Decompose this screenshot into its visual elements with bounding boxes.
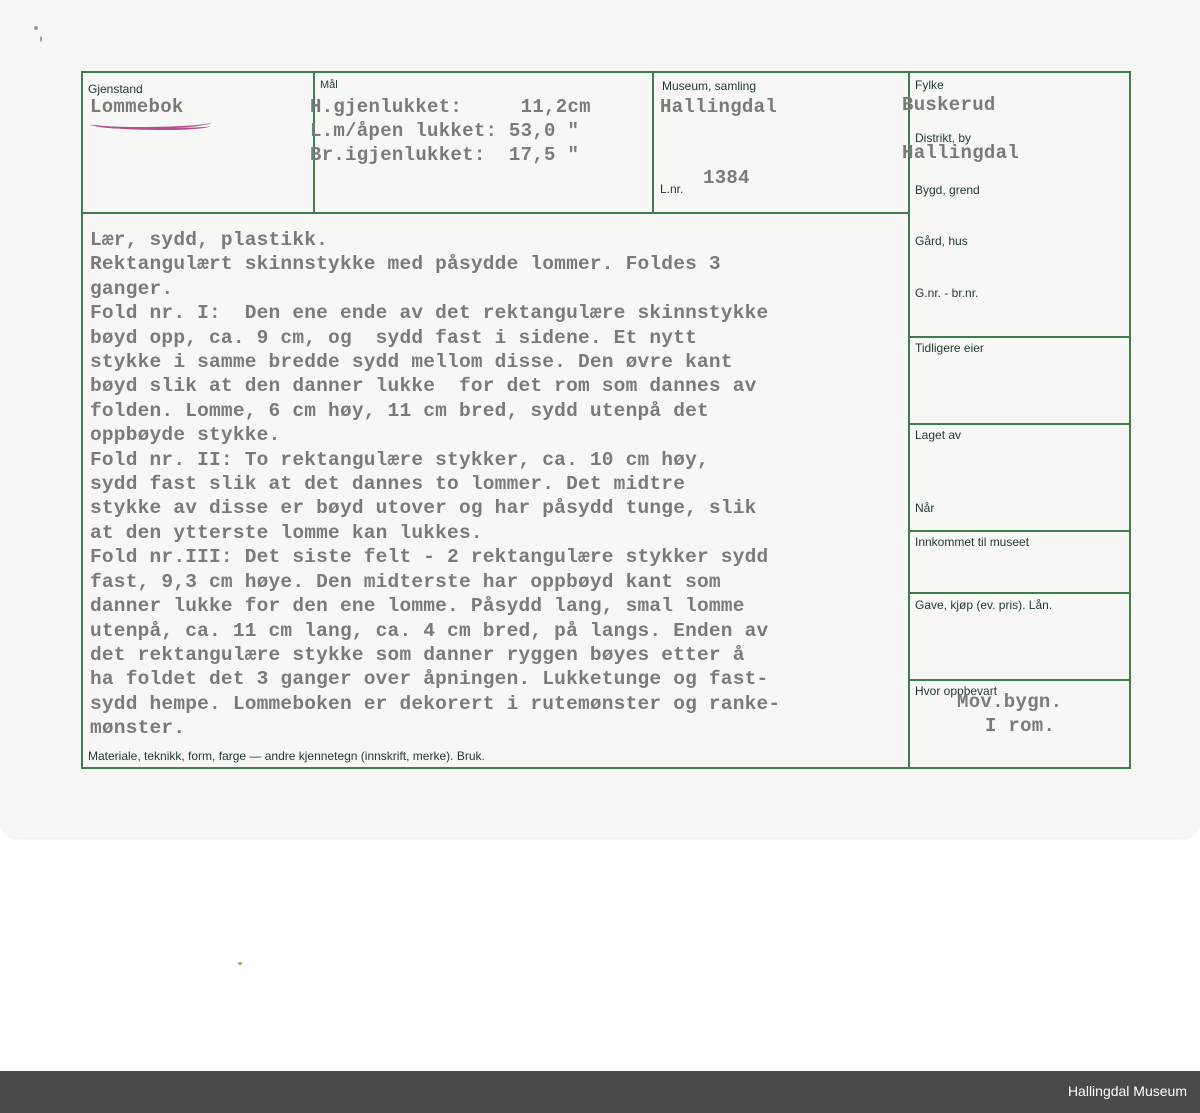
scan-speck [34,26,38,30]
label-gnr: G.nr. - br.nr. [915,286,979,300]
label-lnr: L.nr. [660,182,684,196]
label-bygd: Bygd, grend [915,183,980,197]
description-text: Lær, sydd, plastikk. Rektangulært skinnstykke med påsydde lommer. Foldes 3 ganger. Fold nr. I: Den ene ende av det rektangulære skinnstykke bøyd opp, ca. 9 cm, og sydd fast i sidene. Et nytt stykke i samme bredde sydd mellom disse. Den øvre kant bøyd slik at den danner lukke for det rom som dannes av folden. Lomme, 6 cm høy, 11 cm bred, sydd utenpå det oppbøyde stykke. Fold nr. II: To rektangulære stykker, ca. 10 cm høy, sydd fast slik at det dannes to lommer. Det midtre stykke av disse er bøyd utover og har påsydd tunge, slik at den ytterste lomme kan lukkes. Fold nr.III: Det siste felt - 2 rektangulære stykker sydd fast, 9,3 cm høye. Den midterste har oppbøyd kant som danner lukke for den ene lomme. Påsydd lang, smal lomme utenpå, ca. 11 cm lang, ca. 4 cm bred, på langs. Enden av det rektangulære stykke som danner ryggen bøyes etter å ha foldet det 3 ganger over åpningen. Lukketunge og fast- sydd hempe. Lommeboken er dekorert i rutemønster og ranke- mønster. [90,229,781,740]
footer-bar [0,1071,1200,1113]
right-divider-4 [908,592,1131,594]
right-divider-5 [908,679,1131,681]
scan-speck [40,36,42,42]
label-gjenstand: Gjenstand [88,82,143,96]
right-divider-1 [908,336,1131,338]
value-lnr: 1384 [703,167,750,189]
value-distrikt: Hallingdal [902,142,1020,164]
label-gard: Gård, hus [915,234,968,248]
label-tidligere-eier: Tidligere eier [915,341,984,355]
value-fylke: Buskerud [902,94,996,116]
value-hvor-2: I rom. [985,715,1056,737]
label-naar: Når [915,501,935,515]
label-laget-av: Laget av [915,428,962,442]
col-divider-2 [652,72,654,212]
label-fylke: Fylke [915,78,944,92]
value-maal-1: H.gjenlukket: 11,2cm [310,96,591,118]
label-maal: Mål [320,79,338,91]
label-innkommet: Innkommet til museet [915,535,1030,549]
right-divider-2 [908,423,1131,425]
value-maal-2: L.m/åpen lukket: 53,0 " [310,120,580,142]
label-distrikt: Distrikt, by [915,131,972,145]
footer-credit: Hallingdal Museum [1067,1083,1187,1099]
value-hvor-1: Mov.bygn. [957,691,1063,713]
value-museum: Hallingdal [660,96,778,118]
label-materiale: Materiale, teknikk, form, farge — andre kjennetegn (innskrift, merke). Bruk. [88,749,485,763]
label-gave: Gave, kjøp (ev. pris). Lån. [915,598,1053,612]
right-divider-3 [908,530,1131,532]
dust-speck [238,962,242,965]
label-hvor: Hvor oppbevart [915,684,998,698]
value-maal-3: Br.igjenlukket: 17,5 " [310,144,580,166]
label-museum: Museum, samling [662,79,757,93]
header-divider [81,212,909,214]
value-gjenstand: Lommebok [90,96,184,118]
